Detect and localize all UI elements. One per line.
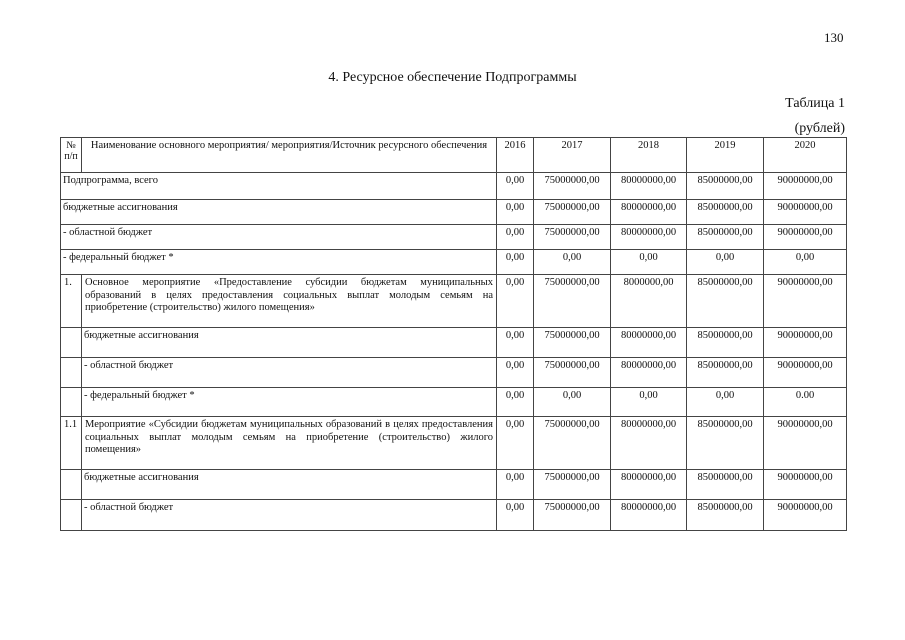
header-year: 2017 [534, 138, 611, 173]
cell-value: 80000000,00 [611, 358, 687, 388]
cell-value: 85000000,00 [687, 225, 764, 250]
cell-value: 0,00 [497, 250, 534, 275]
table-label: Таблица 1 [785, 96, 845, 111]
cell-value: 90000000,00 [764, 225, 847, 250]
cell-value: 0.00 [764, 388, 847, 417]
row-name: Подпрограмма, всего [61, 173, 497, 200]
table-row [61, 225, 847, 250]
cell-value: 80000000,00 [611, 200, 687, 225]
cell-value: 0,00 [534, 388, 611, 417]
row-name: - областной бюджет [82, 500, 497, 531]
row-number [61, 358, 82, 388]
cell-value: 90000000,00 [764, 200, 847, 225]
header-no: № п/п [61, 138, 82, 173]
cell-value: 85000000,00 [687, 417, 764, 470]
table-row [61, 470, 847, 500]
cell-value: 85000000,00 [687, 173, 764, 200]
cell-value: 80000000,00 [611, 470, 687, 500]
cell-value: 90000000,00 [764, 358, 847, 388]
table-row [61, 200, 847, 225]
cell-value: 0,00 [497, 500, 534, 531]
row-name: Основное мероприятие «Предоставление субсидии бюджетам муниципальных образований в целях предоставления социальных выплат молодым семьям на приобретение (строительство) жилого помещения» [82, 275, 497, 328]
row-name: - областной бюджет [61, 225, 497, 250]
cell-value: 75000000,00 [534, 173, 611, 200]
cell-value: 85000000,00 [687, 500, 764, 531]
cell-value: 80000000,00 [611, 173, 687, 200]
cell-value: 90000000,00 [764, 275, 847, 328]
cell-value: 0,00 [687, 250, 764, 275]
cell-value: 80000000,00 [611, 417, 687, 470]
row-name: - федеральный бюджет * [82, 388, 497, 417]
table-row [61, 173, 847, 200]
row-number: 1.1 [61, 417, 82, 470]
table-row [61, 388, 847, 417]
units-label: (рублей) [794, 121, 845, 136]
cell-value: 85000000,00 [687, 275, 764, 328]
header-year: 2019 [687, 138, 764, 173]
table-row [61, 275, 847, 328]
page-number: 130 [824, 30, 844, 45]
cell-value: 0,00 [497, 417, 534, 470]
cell-value: 0,00 [611, 388, 687, 417]
cell-value: 75000000,00 [534, 275, 611, 328]
cell-value: 85000000,00 [687, 200, 764, 225]
row-number: 1. [61, 275, 82, 328]
cell-value: 0,00 [497, 225, 534, 250]
row-name: - областной бюджет [82, 358, 497, 388]
cell-value: 85000000,00 [687, 470, 764, 500]
table-row [61, 328, 847, 358]
resource-table [60, 137, 847, 531]
cell-value: 90000000,00 [764, 417, 847, 470]
cell-value: 75000000,00 [534, 500, 611, 531]
cell-value: 75000000,00 [534, 225, 611, 250]
cell-value: 0,00 [497, 388, 534, 417]
header-year: 2020 [764, 138, 847, 173]
cell-value: 0,00 [497, 200, 534, 225]
cell-value: 0,00 [497, 173, 534, 200]
table-header-row [61, 138, 847, 173]
row-number [61, 470, 82, 500]
row-name: бюджетные ассигнования [82, 470, 497, 500]
cell-value: 75000000,00 [534, 358, 611, 388]
cell-value: 75000000,00 [534, 200, 611, 225]
section-title: 4. Ресурсное обеспечение Подпрограммы [328, 70, 577, 85]
cell-value: 0,00 [497, 328, 534, 358]
cell-value: 90000000,00 [764, 173, 847, 200]
table-row [61, 250, 847, 275]
cell-value: 75000000,00 [534, 470, 611, 500]
row-name: бюджетные ассигнования [61, 200, 497, 225]
cell-value: 90000000,00 [764, 470, 847, 500]
table-row [61, 358, 847, 388]
cell-value: 8000000,00 [611, 275, 687, 328]
row-number [61, 328, 82, 358]
cell-value: 85000000,00 [687, 358, 764, 388]
table-row [61, 417, 847, 470]
cell-value: 0,00 [611, 250, 687, 275]
row-name: Мероприятие «Субсидии бюджетам муниципальных образований в целях предоставления социальных выплат молодым семьям на приобретение (строительство) жилого помещения» [82, 417, 497, 470]
row-number [61, 500, 82, 531]
cell-value: 90000000,00 [764, 328, 847, 358]
cell-value: 0,00 [534, 250, 611, 275]
cell-value: 90000000,00 [764, 500, 847, 531]
row-name: - федеральный бюджет * [61, 250, 497, 275]
cell-value: 75000000,00 [534, 328, 611, 358]
cell-value: 85000000,00 [687, 328, 764, 358]
cell-value: 80000000,00 [611, 328, 687, 358]
cell-value: 0,00 [497, 470, 534, 500]
header-year: 2018 [611, 138, 687, 173]
header-year: 2016 [497, 138, 534, 173]
cell-value: 0,00 [687, 388, 764, 417]
table-row [61, 500, 847, 531]
cell-value: 75000000,00 [534, 417, 611, 470]
cell-value: 0,00 [764, 250, 847, 275]
cell-value: 0,00 [497, 358, 534, 388]
cell-value: 80000000,00 [611, 500, 687, 531]
header-name: Наименование основного мероприятия/ мероприятия/Источник ресурсного обеспечения [82, 138, 497, 173]
row-name: бюджетные ассигнования [82, 328, 497, 358]
cell-value: 0,00 [497, 275, 534, 328]
cell-value: 80000000,00 [611, 225, 687, 250]
row-number [61, 388, 82, 417]
